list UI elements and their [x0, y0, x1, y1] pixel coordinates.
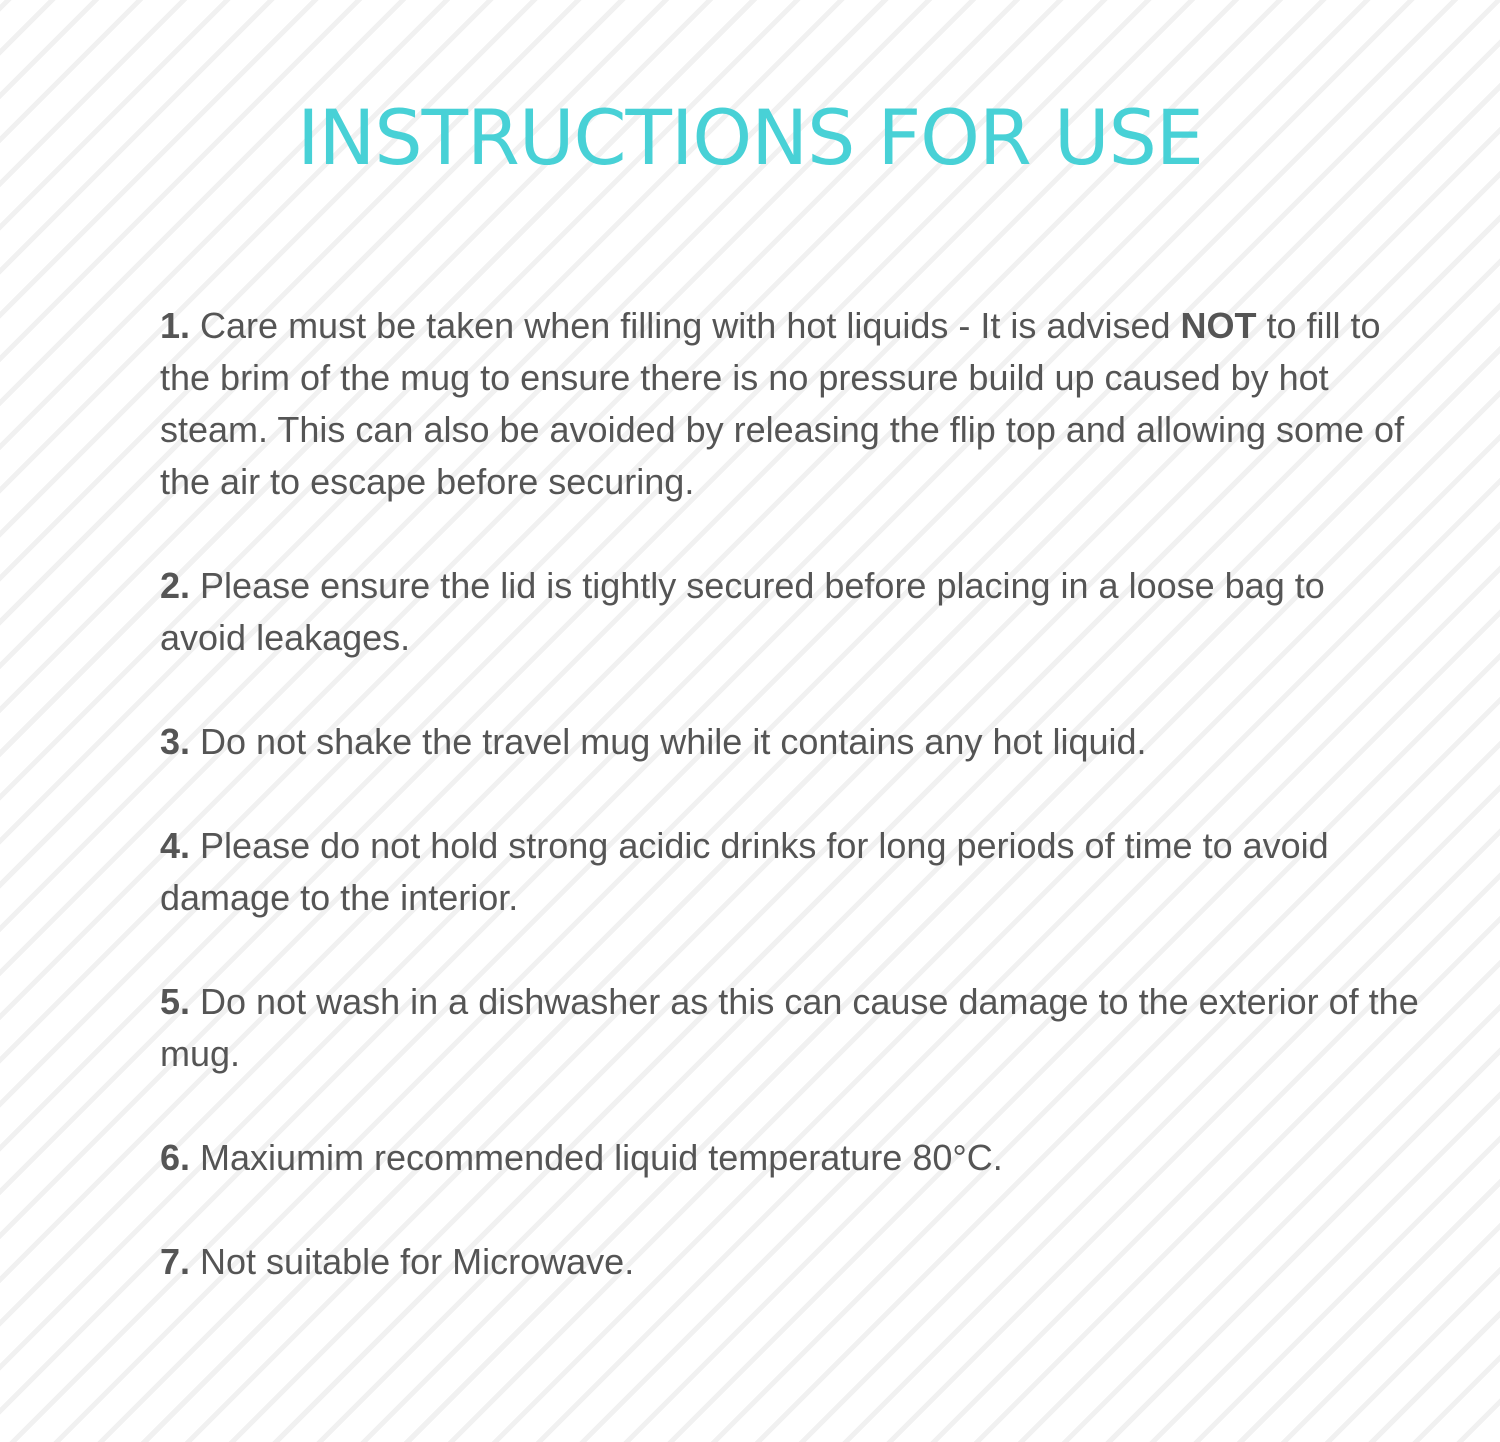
- instruction-number: 6.: [160, 1137, 191, 1178]
- instruction-item-1: [160, 300, 1420, 508]
- instruction-item-7: [160, 1236, 1420, 1288]
- instruction-text: Do not shake the travel mug while it contains any hot liquid.: [190, 721, 1147, 762]
- instructions-list: [160, 300, 1420, 1340]
- instruction-emphasis: NOT: [1180, 305, 1257, 346]
- instruction-text: Please ensure the lid is tightly secured before placing in a loose bag to avoid leakages.: [160, 565, 1325, 658]
- instruction-text: Care must be taken when filling with hot liquids - It is advised: [190, 305, 1181, 346]
- instruction-number: 1.: [160, 305, 191, 346]
- instruction-number: 3.: [160, 721, 191, 762]
- instruction-text: to fill to the brim of the mug to ensure there is no pressure build up caused by hot steam. This can also be avoided by releasing the flip top and allowing some of the air to escape before securing.: [160, 305, 1405, 502]
- instruction-item-5: [160, 976, 1420, 1080]
- instruction-item-2: [160, 560, 1420, 664]
- instruction-text: Not suitable for Microwave.: [190, 1241, 635, 1282]
- instruction-text: Maxiumim recommended liquid temperature 80°C.: [190, 1137, 1003, 1178]
- instruction-number: 5.: [160, 981, 191, 1022]
- instruction-item-6: [160, 1132, 1420, 1184]
- page-title: INSTRUCTIONS FOR USE: [297, 93, 1203, 182]
- instruction-item-4: [160, 820, 1420, 924]
- instruction-number: 4.: [160, 825, 191, 866]
- instruction-number: 2.: [160, 565, 191, 606]
- instruction-number: 7.: [160, 1241, 191, 1282]
- instruction-text: Please do not hold strong acidic drinks for long periods of time to avoid damage to the interior.: [160, 825, 1329, 918]
- instruction-item-3: [160, 716, 1420, 768]
- instruction-text: Do not wash in a dishwasher as this can cause damage to the exterior of the mug.: [160, 981, 1419, 1074]
